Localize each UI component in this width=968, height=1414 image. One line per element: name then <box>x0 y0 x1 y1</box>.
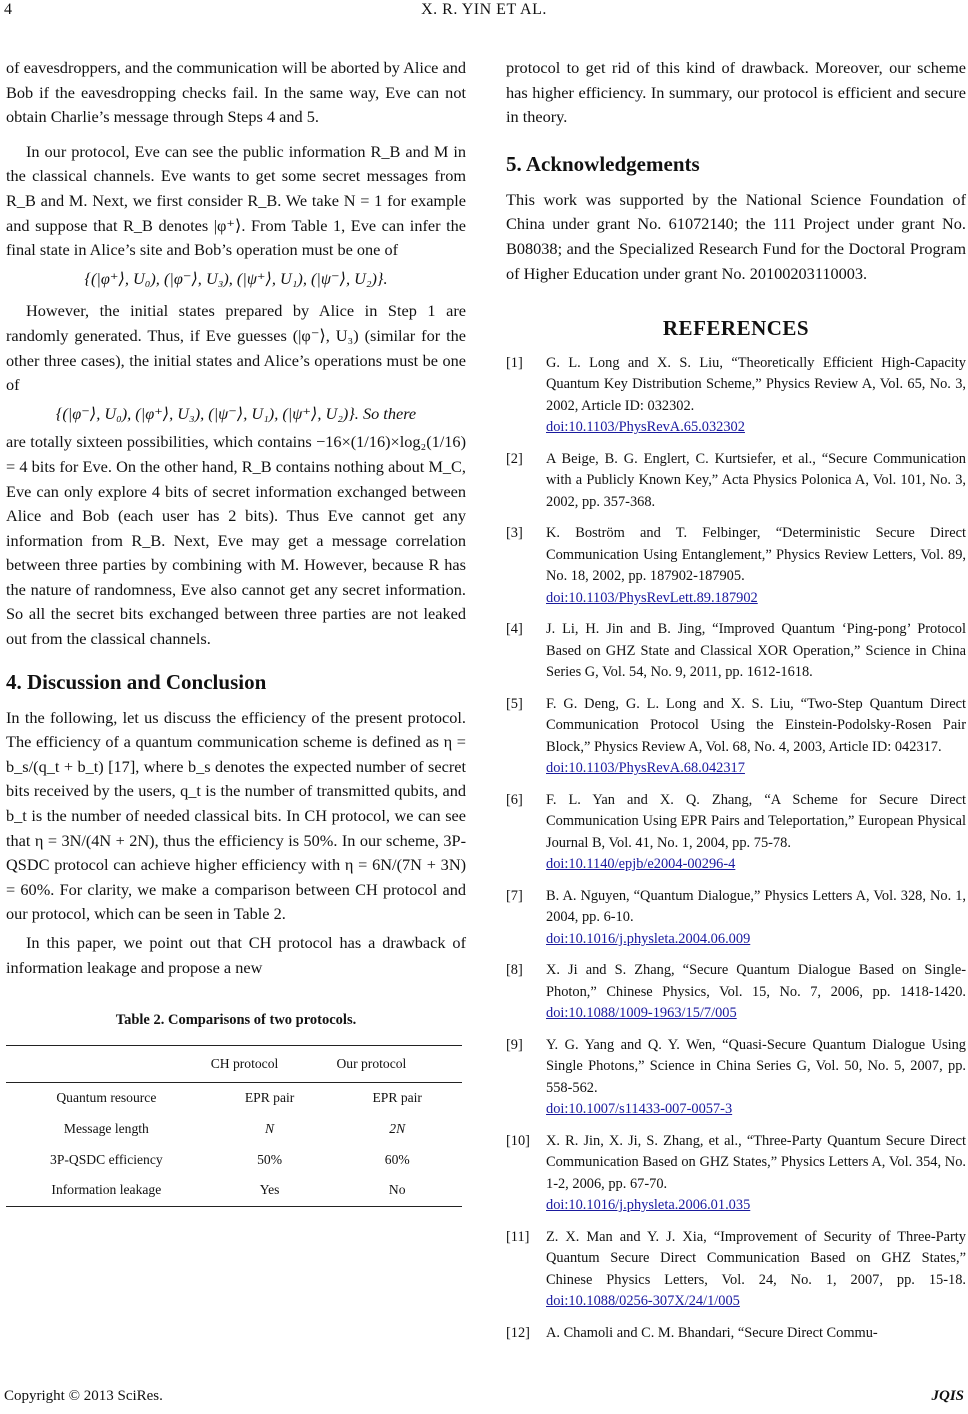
reference-item <box>506 1227 966 1313</box>
table-row <box>6 1114 462 1145</box>
reference-item <box>506 960 966 1025</box>
right-column <box>506 56 966 1354</box>
reference-number: [3] <box>506 525 523 542</box>
running-head: X. R. YIN ET AL. <box>421 1 547 18</box>
reference-text: K. Boström and T. Felbinger, “Deterministic Secure Direct Communication Using Entanglement,” Physics Review Letters, Vol. 89, No. 18, 2002, pp. 187902-187905. <box>546 525 966 585</box>
table-cell: 2N <box>389 1120 406 1136</box>
reference-item <box>506 694 966 780</box>
reference-text: X. R. Jin, X. Ji, S. Zhang, et al., “Three-Party Quantum Secure Direct Communication Based on GHZ States,” Physics Letters A, Vol. 354, No. 1-2, 2006, pp. 67-70. <box>546 1132 966 1192</box>
table-header-cell: Our protocol <box>332 1045 462 1083</box>
journal-name: JQIS <box>931 1388 964 1404</box>
reference-item <box>506 619 966 684</box>
table-row <box>6 1145 462 1176</box>
table-cell: Information leakage <box>6 1175 207 1206</box>
reference-item <box>506 523 966 609</box>
reference-text: G. L. Long and X. S. Liu, “Theoretically Efficient High-Capacity Quantum Key Distribution Scheme,” Physics Review A, Vol. 65, No. 3, 2002, Article ID: 032302. <box>546 354 966 414</box>
table-caption: Table 2. Comparisons of two protocols. <box>115 1012 357 1029</box>
reference-item <box>506 353 966 439</box>
reference-text: Y. G. Yang and Q. Y. Wen, “Quasi-Secure Quantum Dialogue Using Single Photons,” Science in China Series G, Vol. 50, No. 5, 2007, pp. 558-562. <box>546 1036 966 1096</box>
reference-text: F. L. Yan and X. Q. Zhang, “A Scheme for Secure Direct Communication Using EPR Pairs and Teleportation,” European Physical Journal B, Vol. 41, No. 1, 2004, pp. 75-78. <box>546 791 966 851</box>
table-cell: 3P-QSDC efficiency <box>50 1151 163 1167</box>
table-cell: Quantum resource <box>56 1090 157 1106</box>
table-cell: N <box>265 1120 275 1136</box>
reference-item <box>506 790 966 876</box>
reference-item <box>506 449 966 514</box>
doi-link[interactable]: doi:10.1088/0256-307X/24/1/005 <box>546 1293 740 1310</box>
reference-number: [11] <box>506 1228 530 1245</box>
section-heading: 4. Discussion and Conclusion <box>6 669 267 694</box>
reference-number: [6] <box>506 791 523 808</box>
references-heading: REFERENCES <box>662 316 810 341</box>
table-cell: EPR pair <box>372 1090 422 1106</box>
reference-number: [2] <box>506 450 523 467</box>
reference-text: A Beige, B. G. Englert, C. Kurtsiefer, et al., “Secure Communication with a Publicly Known Key,” Acta Physics Polonica A, Vol. 101, No. 3, 2002, pp. 357-368. <box>546 450 966 510</box>
paragraph: This work was supported by the National Science Foundation of China under grant No. 61072140; the 111 Project under grant No. B08038; and the Specialized Research Fund for the Doctoral Program of Higher Education under grant No. 20100203110003. <box>506 189 966 283</box>
reference-text: X. Ji and S. Zhang, “Secure Quantum Dialogue Based on Single-Photon,” Chinese Physics, Vol. 15, No. 7, 2006, pp. 1418-1420. <box>546 962 966 1000</box>
table-cell: 60% <box>384 1151 410 1167</box>
reference-number: [10] <box>506 1132 530 1149</box>
reference-number: [7] <box>506 887 523 904</box>
table-cell: Yes <box>207 1175 333 1206</box>
reference-item <box>506 886 966 951</box>
reference-text: J. Li, H. Jin and B. Jing, “Improved Quantum ‘Ping-pong’ Protocol Based on GHZ State and Classical XOR Operation,” Science in China Series G, Vol. 54, No. 9, 2011, pp. 1612-1618. <box>546 621 966 681</box>
table-header-row <box>6 1045 462 1083</box>
table-cell: No <box>332 1175 462 1206</box>
doi-link[interactable]: doi:10.1088/1009-1963/15/7/005 <box>546 1005 737 1022</box>
reference-list <box>506 353 966 1345</box>
reference-number: [12] <box>506 1324 530 1341</box>
table-row <box>6 1175 462 1206</box>
doi-link[interactable]: doi:10.1016/j.physleta.2004.06.009 <box>546 930 751 947</box>
table-row <box>6 1083 462 1114</box>
page-footer <box>0 1386 968 1414</box>
reference-item <box>506 1131 966 1217</box>
reference-text: F. G. Deng, G. L. Long and X. S. Liu, “Two-Step Quantum Direct Communication Protocol Using the Einstein-Podolsky-Rosen Pair Block,” Physics Review A, Vol. 68, No. 4, 2003, Article ID: 042317. <box>546 695 966 755</box>
copyright: Copyright © 2013 SciRes. <box>4 1388 163 1404</box>
reference-text: A. Chamoli and C. M. Bhandari, “Secure Direct Commu- <box>546 1324 878 1341</box>
page-header <box>0 0 968 24</box>
paragraph: In this paper, we point out that CH protocol has a drawback of information leakage and propose a new <box>6 933 466 977</box>
reference-number: [5] <box>506 695 523 712</box>
paragraph: of eavesdroppers, and the communication will be aborted by Alice and Bob if the eavesdropping checks fail. In the same way, Eve can not obtain Charlie’s message through Steps 4 and 5. <box>6 58 466 127</box>
table-cell: Message length <box>63 1120 149 1136</box>
reference-number: [9] <box>506 1036 523 1053</box>
table-header-cell <box>6 1045 207 1083</box>
paragraph: protocol to get rid of this kind of drawback. Moreover, our scheme has higher efficiency. In summary, our protocol is efficient and secure in theory. <box>506 58 966 127</box>
reference-text: Z. X. Man and Y. J. Xia, “Improvement of Security of Three-Party Quantum Secure Direct Communication Based on GHZ States,” Chinese Physics Letters, Vol. 24, No. 1, 2007, pp. 15-18. <box>546 1228 966 1288</box>
doi-link[interactable]: doi:10.1140/epjb/e2004-00296-4 <box>546 856 736 873</box>
reference-number: [1] <box>506 354 523 371</box>
section-heading: 5. Acknowledgements <box>506 151 700 176</box>
reference-item <box>506 1035 966 1121</box>
comparison-table <box>6 1045 462 1207</box>
reference-item <box>506 1323 966 1345</box>
doi-link[interactable]: doi:10.1103/PhysRevLett.89.187902 <box>546 589 758 606</box>
paragraph: In the following, let us discuss the efficiency of the present protocol. The efficiency of a quantum communication scheme is defined as η = b_s/(q_t + b_t) [17], where b_s denotes the expected number of secret bits received by the users, q_t is the number of transmitted qubits, and b_t is the number of needed classical bits. In CH protocol, we can see that η = 3N/(4N + 2N), thus the efficiency is 50%. In our scheme, 3P-QSDC protocol can achieve higher efficiency with η = 6N/(7N + 3N) = 60%. For clarity, we make a comparison between CH protocol and our protocol, which can be seen in Table 2. <box>6 707 466 924</box>
table-cell: 50% <box>257 1151 283 1167</box>
paragraph: In our protocol, Eve can see the public information R_B and M in the classical channels. Eve wants to get some secret messages from R_B and M. Next, we first consider R_B. We take N = 1 for example and suppose that R_B denotes |φ⁺⟩. From Table 1, Eve can infer the final state in Alice’s site and Bob’s operation must be one of <box>6 141 466 260</box>
paragraph: However, the initial states prepared by Alice in Step 1 are randomly generated. Thus, if Eve guesses (|φ⁻⟩, U₃) (similar for the other three cases), the initial states and Alice’s operations must be one of <box>6 301 466 395</box>
table-header-cell: CH protocol <box>207 1045 333 1083</box>
paragraph: are totally sixteen possibilities, which contains −16×(1/16)×log₂(1/16) = 4 bits for Eve. On the other hand, R_B contains nothing about M_C, Eve can only explore 4 bits of secret information exchanged between Alice and Bob (each user has 2 bits). Thus Eve cannot get any information from R_B. Next, Eve may get a message correlation between three parties by combining with M. However, because R has the nature of randomness, Eve also cannot get any secret information. So all the secret bits exchanged between three parties are not leaked out from the classical channels. <box>6 432 466 649</box>
table-cell: EPR pair <box>244 1090 295 1106</box>
reference-number: [8] <box>506 962 523 979</box>
doi-link[interactable]: doi:10.1103/PhysRevA.65.032302 <box>546 419 745 436</box>
equation: {(|φ⁻⟩, U₀), (|φ⁺⟩, U₃), (|ψ⁻⟩, U₁), (|ψ⁺⟩, U₂)}. So there <box>55 403 417 423</box>
left-column <box>6 56 466 1207</box>
page-number: 4 <box>4 1 12 18</box>
doi-link[interactable]: doi:10.1016/j.physleta.2006.01.035 <box>546 1197 751 1214</box>
reference-text: B. A. Nguyen, “Quantum Dialogue,” Physics Letters A, Vol. 328, No. 1, 2004, pp. 6-10. <box>546 887 966 926</box>
reference-number: [4] <box>506 621 523 638</box>
doi-link[interactable]: doi:10.1103/PhysRevA.68.042317 <box>546 760 745 777</box>
equation: {(|φ⁺⟩, U₀), (|φ⁻⟩, U₃), (|ψ⁺⟩, U₁), (|ψ⁻⟩, U₂)}. <box>84 268 388 288</box>
doi-link[interactable]: doi:10.1007/s11433-007-0057-3 <box>546 1101 733 1118</box>
